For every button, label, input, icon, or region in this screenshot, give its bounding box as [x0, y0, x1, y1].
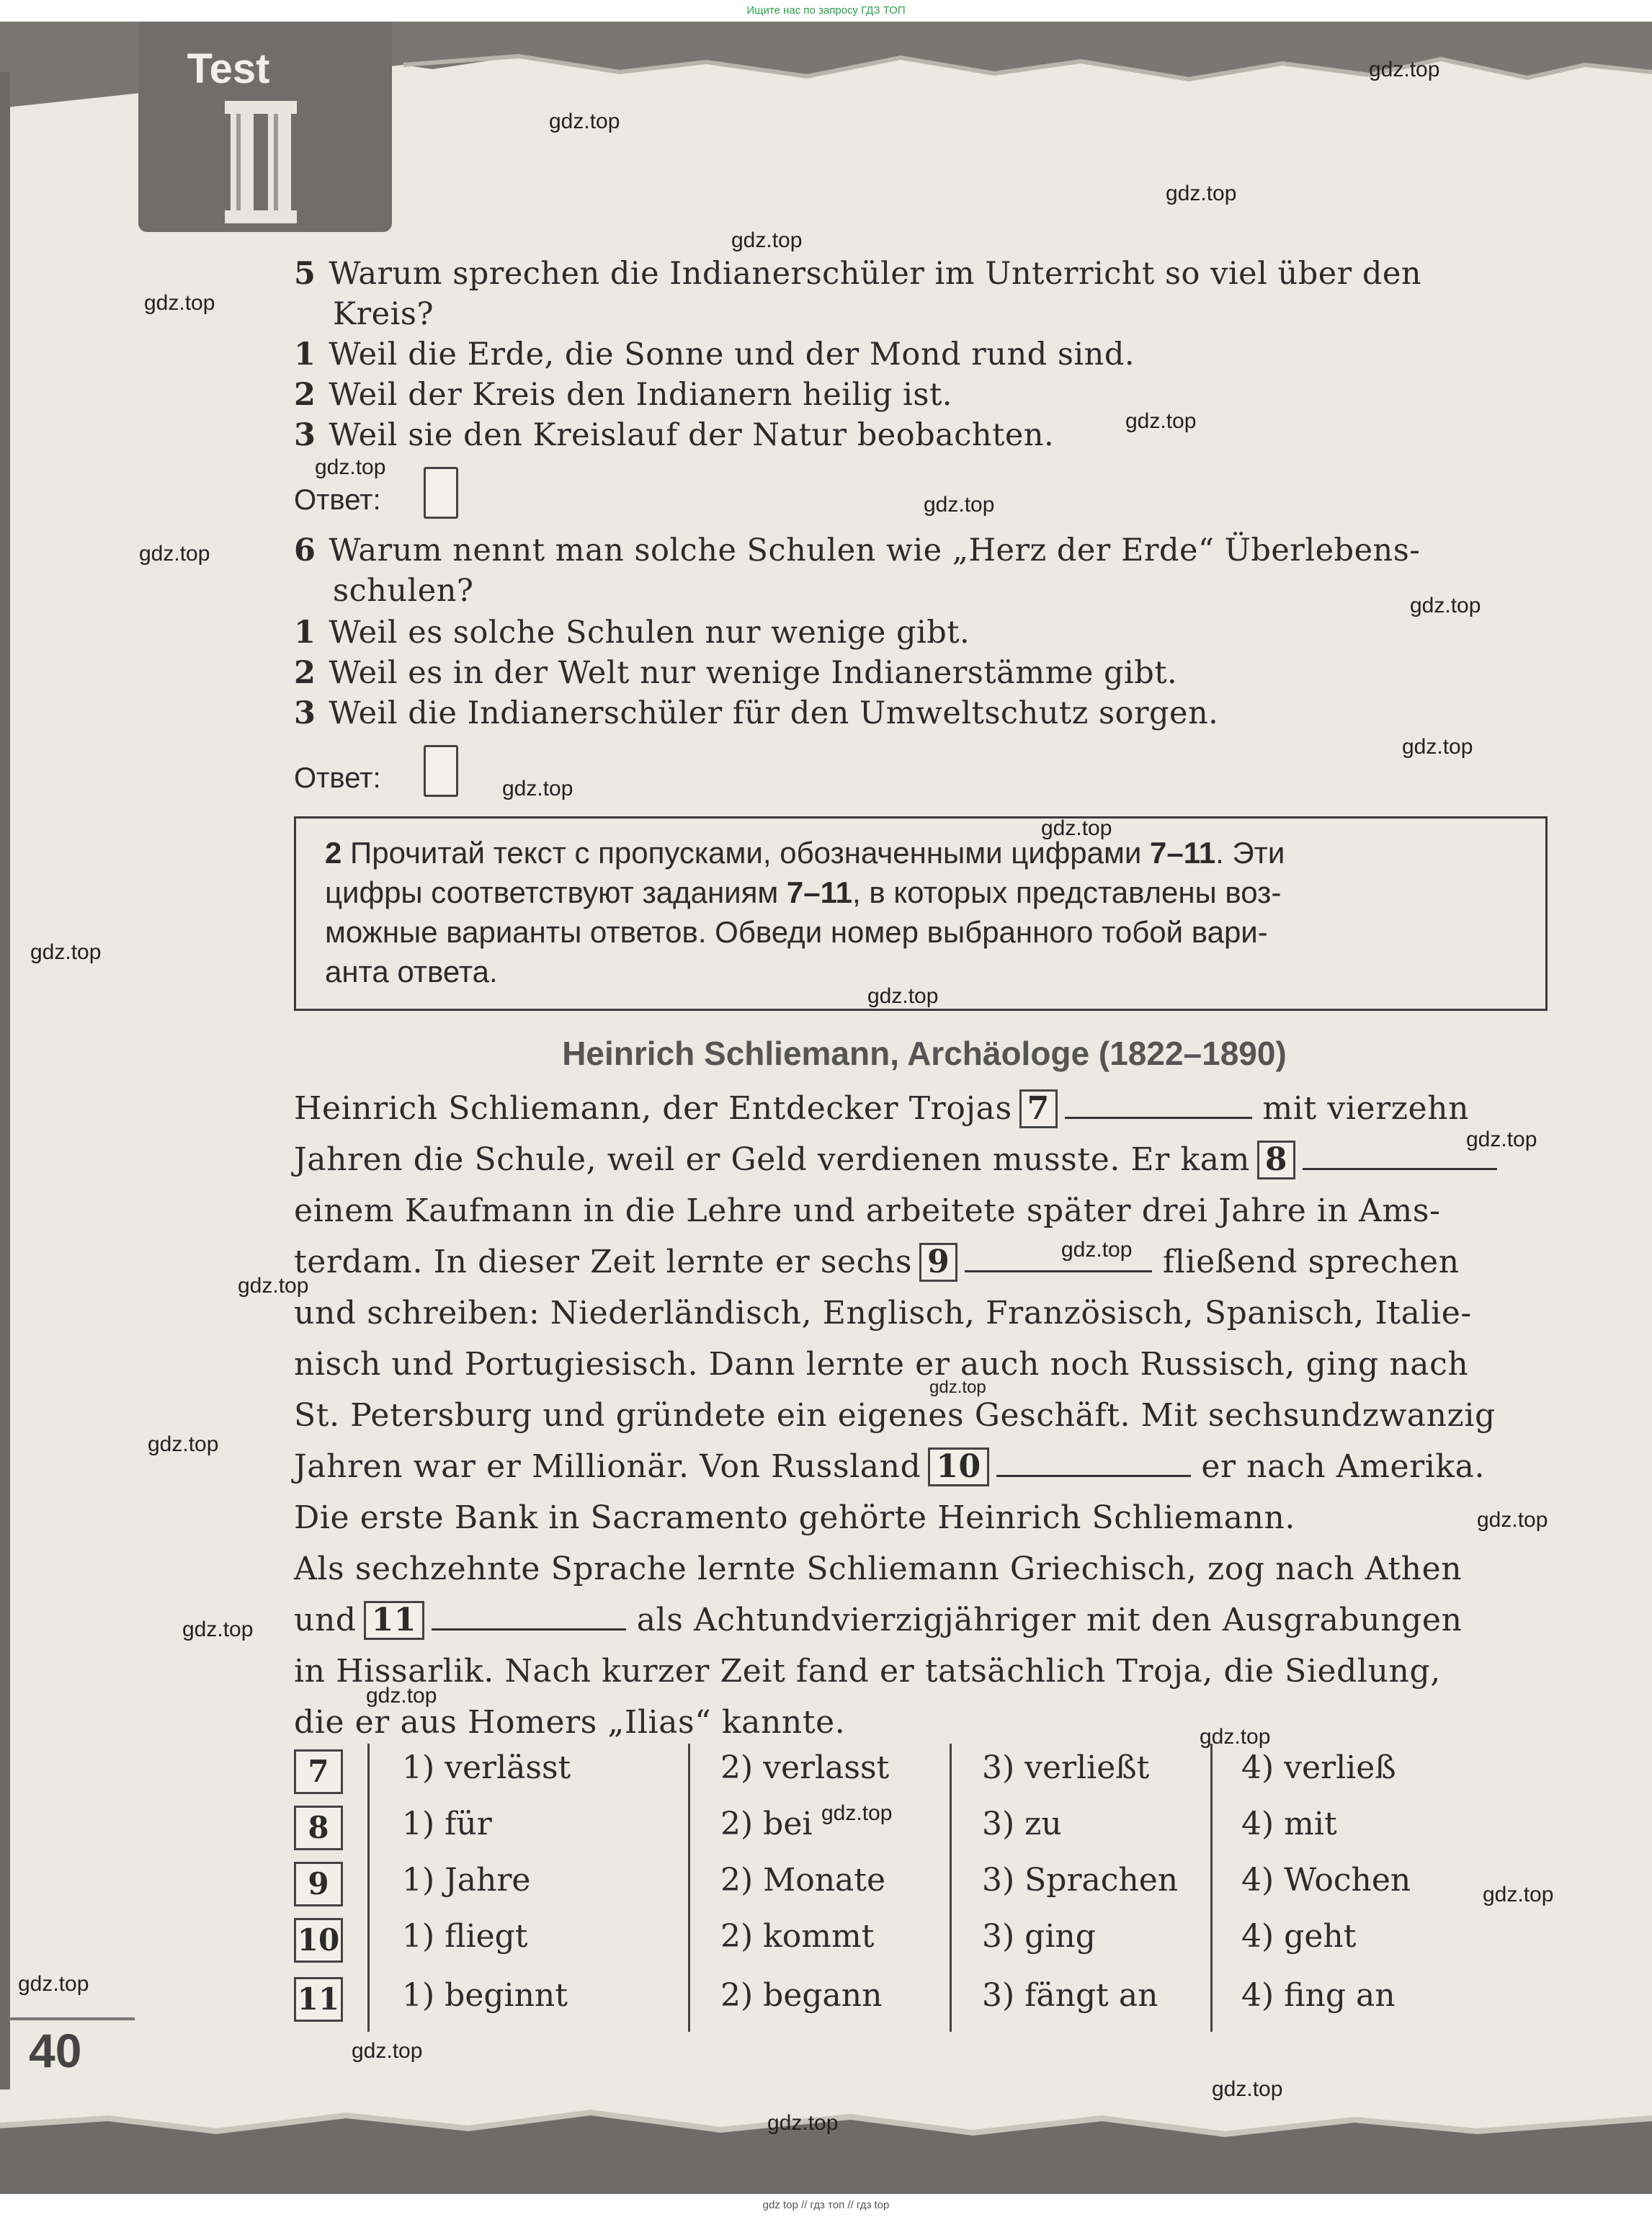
- q6-answer-label: Ответ:: [294, 762, 381, 794]
- q5-answer-label: Ответ:: [294, 484, 381, 516]
- watermark: gdz.top: [1477, 1508, 1548, 1532]
- para-line-11: und 11 als Achtundvierzigjähriger mit den Ausgrabungen: [294, 1602, 1463, 1638]
- options-row-10: [294, 1912, 1555, 1968]
- instruction-box: [294, 816, 1548, 1011]
- para-line-4: terdam. In dieser Zeit lernte er sechs 9 fließend sprechen: [294, 1244, 1460, 1280]
- gap-11-blank[interactable]: [432, 1601, 626, 1631]
- watermark: gdz.top: [139, 542, 210, 566]
- option-9-3[interactable]: 3) Sprachen: [982, 1862, 1179, 1899]
- watermark: gdz.top: [144, 291, 215, 315]
- para-line-7: St. Petersburg und gründete ein eigenes Geschäft. Mit sechsundzwanzig: [294, 1397, 1496, 1434]
- bottom-watermark-strip: gdz top // гдз топ // гдз top: [762, 2199, 890, 2211]
- option-9-4[interactable]: 4) Wochen: [1241, 1862, 1411, 1899]
- q6-option-1: 1 Weil es solche Schulen nur wenige gibt.: [294, 615, 970, 651]
- q6-option-2: 2 Weil es in der Welt nur wenige Indianerstämme gibt.: [294, 655, 1178, 691]
- option-11-2[interactable]: 2) begann: [720, 1977, 883, 2014]
- watermark: gdz.top: [18, 1972, 89, 1996]
- q5-option-3: 3 Weil sie den Kreislauf der Natur beobachten.: [294, 417, 1055, 453]
- options-row-7: [294, 1744, 1555, 1800]
- option-10-3[interactable]: 3) ging: [982, 1918, 1096, 1955]
- watermark: gdz.top: [352, 2039, 423, 2063]
- watermark: gdz.top: [767, 2111, 839, 2135]
- test-tab: [138, 22, 392, 232]
- q6-line-1: 6 Warum nennt man solche Schulen wie „Herz der Erde“ Überlebens-: [294, 532, 1421, 568]
- text-title: Heinrich Schliemann, Archäologe (1822–1890): [562, 1035, 1287, 1072]
- option-7-1[interactable]: 1) verlässt: [402, 1749, 571, 1786]
- watermark: gdz.top: [1125, 409, 1197, 433]
- para-line-6: nisch und Portugiesisch. Dann lernte er auch noch Russisch, ging nach: [294, 1346, 1469, 1383]
- para-line-8: Jahren war er Millionär. Von Russland 10 er nach Amerika.: [294, 1448, 1486, 1485]
- options-row-number: 10: [294, 1918, 343, 1963]
- gap-7-marker: 7: [1019, 1089, 1058, 1128]
- watermark: gdz.top: [238, 1274, 309, 1298]
- para-line-12: in Hissarlik. Nach kurzer Zeit fand er tatsächlich Troja, die Siedlung,: [294, 1653, 1441, 1690]
- watermark: gdz.top: [1402, 735, 1473, 759]
- watermark: gdz.top: [1166, 182, 1237, 205]
- watermark: gdz.top: [1041, 816, 1112, 840]
- q5-option-1: 1 Weil die Erde, die Sonne und der Mond rund sind.: [294, 336, 1135, 373]
- gap-9-marker: 9: [919, 1243, 957, 1282]
- option-7-2[interactable]: 2) verlasst: [720, 1749, 890, 1786]
- para-line-13: die er aus Homers „Ilias“ kannte.: [294, 1704, 846, 1741]
- option-7-3[interactable]: 3) verließt: [982, 1749, 1150, 1786]
- watermark: gdz.top: [1200, 1725, 1271, 1749]
- watermark: gdz.top: [1483, 1883, 1554, 1906]
- option-11-4[interactable]: 4) fing an: [1241, 1977, 1396, 2014]
- watermark: gdz.top: [549, 110, 620, 133]
- para-line-3: einem Kaufmann in die Lehre und arbeitete später drei Jahre in Ams-: [294, 1192, 1441, 1229]
- page-number: 40: [29, 2024, 82, 2077]
- q5-line-2: Kreis?: [333, 296, 434, 332]
- options-row-8: [294, 1800, 1555, 1856]
- watermark: gdz.top: [182, 1618, 254, 1641]
- q6-option-3: 3 Weil die Indianerschüler für den Umweltschutz sorgen.: [294, 695, 1219, 731]
- option-8-1[interactable]: 1) für: [402, 1806, 492, 1842]
- options-row-number: 8: [294, 1806, 343, 1850]
- watermark: gdz.top: [1061, 1238, 1133, 1262]
- option-9-1[interactable]: 1) Jahre: [402, 1862, 531, 1899]
- watermark: gdz.top: [1466, 1128, 1537, 1151]
- option-8-2[interactable]: 2) bei: [720, 1806, 813, 1842]
- gap-7-blank[interactable]: [1065, 1089, 1252, 1119]
- test-label: Test: [187, 45, 270, 92]
- para-line-10: Als sechzehnte Sprache lernte Schliemann Griechisch, zog nach Athen: [294, 1551, 1463, 1587]
- para-line-2: Jahren die Schule, weil er Geld verdienen musste. Er kam 8: [294, 1139, 1551, 1181]
- test-numeral-II: [218, 101, 304, 223]
- option-10-1[interactable]: 1) fliegt: [402, 1918, 528, 1955]
- option-11-3[interactable]: 3) fängt an: [982, 1977, 1158, 2014]
- watermark: gdz.top: [502, 777, 573, 800]
- para-line-1: Heinrich Schliemann, der Entdecker Trojas 7 mit vierzehn: [294, 1090, 1470, 1127]
- gap-10-marker: 10: [928, 1447, 988, 1486]
- options-row-number: 11: [294, 1977, 343, 2022]
- page-number-rule: [9, 2017, 135, 2020]
- watermark: gdz.top: [731, 228, 803, 252]
- q5-answer-box[interactable]: [424, 467, 458, 519]
- option-11-1[interactable]: 1) beginnt: [402, 1977, 568, 2014]
- watermark: gdz.top: [315, 455, 386, 479]
- option-7-4[interactable]: 4) verließ: [1241, 1749, 1396, 1786]
- para-line-9: Die erste Bank in Sacramento gehörte Heinrich Schliemann.: [294, 1499, 1296, 1536]
- gap-10-blank[interactable]: [996, 1447, 1191, 1477]
- page-left-edge: [0, 72, 10, 2089]
- option-9-2[interactable]: 2) Monate: [720, 1862, 885, 1899]
- watermark: gdz.top: [1212, 2077, 1283, 2101]
- watermark: gdz.top: [929, 1378, 986, 1397]
- instruction-text: 2 Прочитай текст с пропусками, обозначенными цифрами 7–11. Эти цифры соответствуют заданиям 7–11, в которых представлены воз- можные варианты ответов. Обведи номер выбранного тобой вари- анта ответа.: [325, 836, 1285, 989]
- q6-line-2: schulen?: [333, 573, 474, 609]
- option-10-4[interactable]: 4) geht: [1241, 1918, 1357, 1955]
- gap-11-marker: 11: [364, 1601, 424, 1640]
- option-10-2[interactable]: 2) kommt: [720, 1918, 875, 1955]
- options-row-9: [294, 1856, 1555, 1912]
- q5-option-2: 2 Weil der Kreis den Indianern heilig ist.: [294, 377, 952, 413]
- watermark: gdz.top: [1410, 594, 1481, 617]
- options-row-number: 7: [294, 1749, 343, 1794]
- watermark: gdz.top: [1369, 58, 1440, 81]
- gap-8-marker: 8: [1257, 1141, 1295, 1179]
- watermark: gdz.top: [148, 1432, 219, 1456]
- watermark: gdz.top: [30, 940, 102, 964]
- option-8-4[interactable]: 4) mit: [1241, 1806, 1337, 1842]
- watermark: gdz.top: [867, 984, 939, 1008]
- q6-answer-box[interactable]: [424, 745, 458, 797]
- option-8-3[interactable]: 3) zu: [982, 1806, 1062, 1842]
- watermark: gdz.top: [821, 1801, 893, 1825]
- options-row-number: 9: [294, 1862, 343, 1906]
- q5-line-1: 5 Warum sprechen die Indianerschüler im Unterricht so viel über den: [294, 256, 1422, 292]
- watermark: gdz.top: [366, 1684, 437, 1708]
- options-row-11: [294, 1971, 1555, 2028]
- top-watermark-strip: Ищите нас по запросу ГДЗ ТОП: [746, 4, 906, 17]
- para-line-5: und schreiben: Niederländisch, Englisch, Französisch, Spanisch, Italie-: [294, 1295, 1472, 1331]
- watermark: gdz.top: [924, 493, 995, 517]
